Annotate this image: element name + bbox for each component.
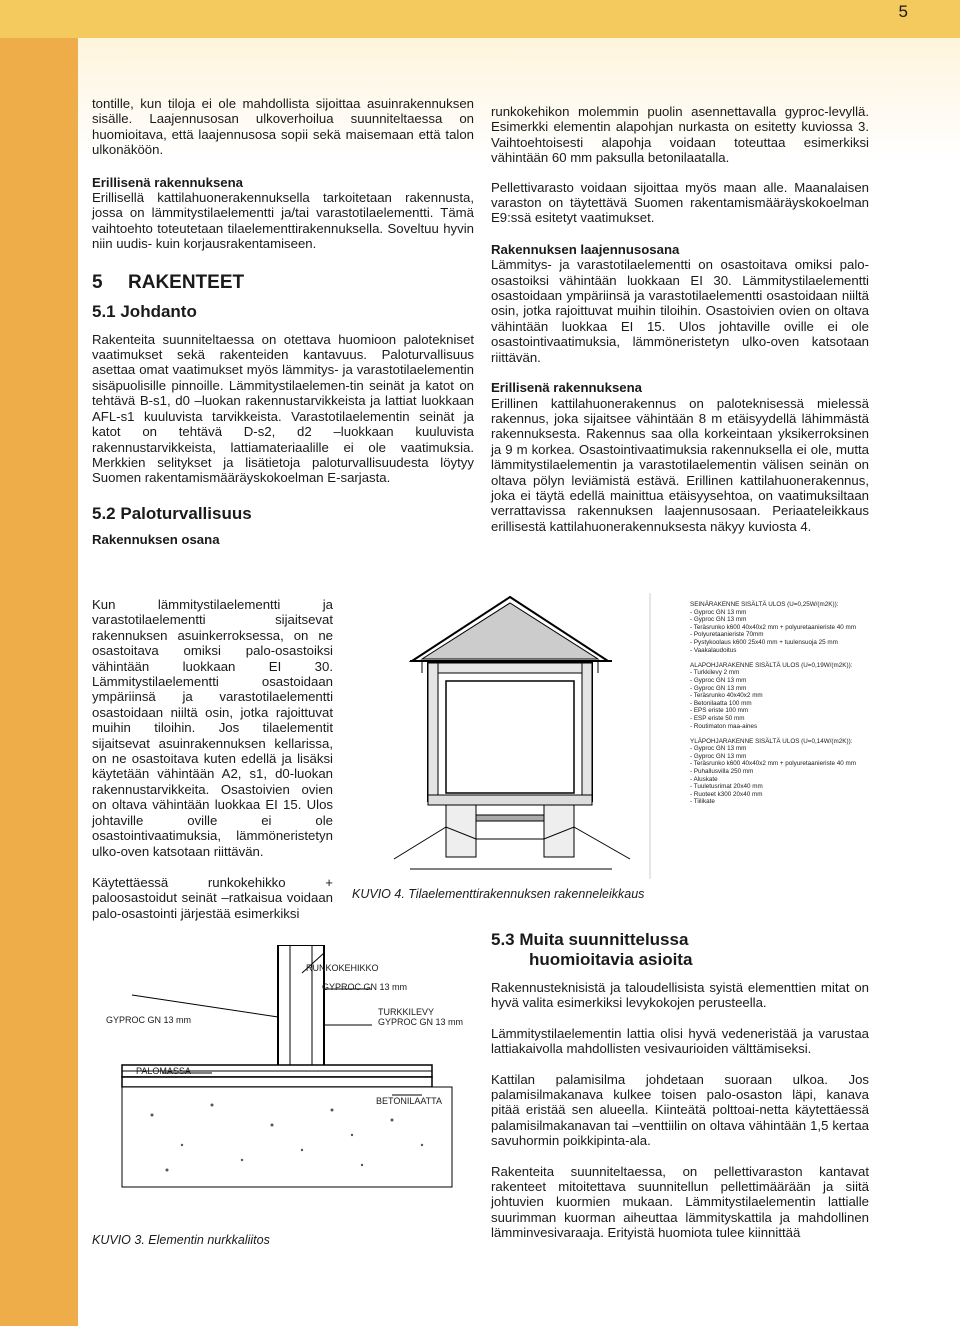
- legend-line: - Gyproc GN 13 mm: [690, 684, 747, 692]
- right-column: [491, 104, 869, 534]
- section-5-3: [491, 930, 869, 1241]
- subsection-heading-5-2: 5.2 Paloturvallisuus: [92, 503, 252, 523]
- legend-line: - Teräsrunko 40x40x2 mm: [690, 692, 763, 700]
- legend-line: - Routimaton maa-aines: [690, 722, 758, 730]
- figure-3: [92, 945, 472, 1225]
- legend-line: [690, 730, 868, 738]
- section-heading-5: [92, 272, 474, 294]
- legend-line: - Gyproc GN 13 mm: [690, 608, 747, 616]
- legend-line: - Aluskate: [690, 775, 718, 783]
- section-number: 5: [92, 271, 103, 293]
- paragraph-5-3-3: Kattilan palamisilma johdetaan suoraan ulkoa. Jos palamisilmakanava kulkee toisen palo-osaston läpi, kanava pitää eristää sen alueella. Kiinteätä polttoai-netta käytettäessä palamisilmakanavan tai –venttiilin on oltava vähintään 1,5 kertaa savuhormin poikkipinta-ala.: [491, 1071, 869, 1149]
- label-betonilaatta: BETONILAATTA: [376, 1096, 443, 1106]
- paragraph-osana: Kun lämmitystilaelementti ja varastotilaelementti sijaitsevat rakennuksen asuinkerroksessa, on ne osastoitava omiksi palo-osastoiksi vähintään luokkaan EI 30. Lämmitystilaelementti osastoidaan ympäriinsä ja varastotilaelementti osastoidaan niiltä osin, jotka rajoittuvat muihin tiloihin. Jos tilaelementit sijaitsevat asuinrakennuksen kellarissa, on ne osastoitava kuten edellä ja lisäksi käytetään vähintään A2, s1, d0-luokan rakennustarvikkeita. Osastoivien ovien on oltava vähintään luokkaa EI 15. Ulos johtaville oville ei ole osastointivaatimuksia, lämmöneristetyn ulko-oven katsotaan riittävän.: [92, 597, 333, 859]
- paragraph-johdanto: Rakenteita suunniteltaessa on otettava huomioon palotekniset vaatimukset sekä rakenteiden kantavuus. Paloturvallisuus asettaa omat vaatimukset myös lämmitys- ja varastotilaelementin sisäpuolisille pinnoille. Lämmitystilaelemen-tin seinät ja katot on tehtävä B-s1, d0 –luokan rakennustarvikkeista ja lattiat luokkaan AFL-s1 kuuluvista tarvikkeista. Varastotilaelementin seinät ja katot on tehtävä D-s2, d2 –luokkaan kuuluvista rakennustarvikkeista, lattiamateriaalille ei ole vaatimuksia. Merkkien selitykset ja lisätietoja paloturvallisuudesta löytyy Suomen rakentamismääräyskokoelman E-sarjasta.: [92, 331, 474, 486]
- label-gyproc-right: GYPROC GN 13 mm: [378, 1017, 464, 1027]
- left-narrow-column: [92, 597, 333, 921]
- subsection-heading-5-3-line2: huomioitavia asioita: [529, 950, 693, 969]
- subsection-heading-5-1: 5.1 Johdanto: [92, 301, 197, 321]
- legend-line: - Gyproc GN 13 mm: [690, 676, 747, 684]
- legend-line: - Ruoteet k300 20x40 mm: [690, 790, 763, 798]
- legend-line: - Vaakalaudoitus: [690, 646, 737, 654]
- label-palomassa: PALOMASSA: [136, 1066, 191, 1076]
- label-turkkilevy: TURKKILEVY: [378, 1007, 435, 1017]
- paragraph-kaytettaessa: Käytettäessä runkokehikko + paloosastoidut seinät –ratkaisua voidaan palo-osastointi järjestää esimerkiksi: [92, 874, 333, 921]
- heading-erillisena: Erillisenä rakennuksena: [92, 174, 243, 190]
- label-gyproc-left: GYPROC GN 13 mm: [106, 1015, 192, 1025]
- legend-line: - Tiilikate: [690, 798, 715, 806]
- left-column: [92, 96, 474, 547]
- top-band: [0, 0, 960, 38]
- label-runkokehikko: RUNKOKEHIKKO: [306, 963, 379, 973]
- paragraph-laajennusosana: Lämmitys- ja varastotilaelementti on osastoitava omiksi palo-osastoiksi vähintään luokkaan EI 30. Lämmitystilaelementti osastoidaan ympäriinsä ja varastotilaelementti osastoidaan niiltä osin, jotka rajoittuvat muihin tiloihin. Osastoivien ovien on oltava vähintään luokkaa EI 15. Ulos johtaville oville ei ole osastointivaatimuksia, lämmöneristetyn ulko-oven katsotaan riittävän.: [491, 257, 869, 365]
- legend-line: YLÄPOHJARAKENNE SISÄLTÄ ULOS (U=0,14W/(m2K)):: [690, 737, 853, 745]
- subsection-heading-5-3-line1: 5.3 Muita suunnittelussa: [491, 930, 689, 949]
- figure-4: [350, 589, 870, 881]
- paragraph-pelletti: Pellettivarasto voidaan sijoittaa myös maan alle. Maanalaisen varaston on täytettävä Suomen rakentamismääräyskokoelman E9:ssä esitetyt vaatimukset.: [491, 179, 869, 226]
- legend-line: - Gyproc GN 13 mm: [690, 745, 747, 753]
- page-number: 5: [898, 2, 908, 21]
- legend-line: - Betonilaatta 100 mm: [690, 699, 752, 707]
- legend-line: - Teräsrunko k600 40x40x2 mm + polyuretaanieriste 40 mm: [690, 623, 856, 631]
- legend-line: - Teräsrunko k600 40x40x2 mm + polyuretaanieriste 40 mm: [690, 760, 856, 768]
- figure-3-drawing: [92, 945, 472, 1225]
- heading-laajennusosana: Rakennuksen laajennusosana: [491, 241, 680, 257]
- paragraph-5-3-2: Lämmitystilaelementin lattia olisi hyvä vedeneristää ja varustaa lattiakaivolla mahdollisten vesivaurioiden välttämiseksi.: [491, 1025, 869, 1057]
- figure-3-caption: KUVIO 3. Elementin nurkkaliitos: [92, 1233, 270, 1247]
- section-title: RAKENTEET: [128, 271, 245, 293]
- heading-rakennuksen-osana: Rakennuksen osana: [92, 531, 220, 547]
- paragraph-5-3-4: Rakenteita suunniteltaessa, on pellettivaraston kantavat rakenteet mitoitettava suunnitellun pellettimäärään ja siitä johtuvien kuormien mukaan. Lämmitystilaelementin lattialle suurimman kuorman aiheuttaa lämmityskattila ja mahdollinen lämminvesivaraaja. Erityistä huomiota tulee kiinnittää: [491, 1163, 869, 1241]
- legend-line: - Tuuletusrimat 20x40 mm: [690, 783, 763, 791]
- legend-line: - Turkkilevy 2 mm: [690, 669, 740, 677]
- paragraph-runkokehikon: runkokehikon molemmin puolin asennettavalla gyproc-levyllä. Esimerkki elementin alapohjan nurkasta on esitetty kuviossa 3. Vaihtoehtoisesti alapohja voidaan toteuttaa esimerkiksi vähintään 60 mm paksulla betonilaatalla.: [491, 104, 869, 166]
- paragraph-erillisena: Erillisellä kattilahuonerakennuksella tarkoitetaan rakennusta, jossa on lämmitystilaelementti ja/tai varastotilaelementti. Tämä vaihtoehto toteutetaan tilaelementtirakennuksella. Soveltuu hyvin niin uudis- kuin korjausrakentamiseen.: [92, 190, 474, 252]
- figure-4-caption: KUVIO 4. Tilaelementtirakennuksen rakenneleikkaus: [352, 887, 645, 901]
- legend-line: - EPS eriste 100 mm: [690, 707, 749, 715]
- legend-line: - Pystykoolaus k600 25x40 mm + tuulensuoja 25 mm: [690, 638, 838, 646]
- legend-line: SEINÄRAKENNE SISÄLTÄ ULOS (U=0,25W/(m2K)):: [690, 601, 839, 608]
- label-gyproc-top: GYPROC GN 13 mm: [322, 982, 408, 992]
- legend-line: - Gyproc GN 13 mm: [690, 616, 747, 624]
- paragraph-5-3-1: Rakennusteknisistä ja taloudellisista syistä elementtien mitat on hyvä valita esimerkiksi levykokojen perusteella.: [491, 980, 869, 1011]
- paragraph-intro: tontille, kun tiloja ei ole mahdollista sijoittaa asuinrakennuksen sisälle. Laajennusosan ulkoverhoilua suunniteltaessa on huomioitava, että laajennusosa sopii sekä maisemaan että talon ulkonäköön.: [92, 96, 474, 158]
- legend-line: - Puhallusvilla 250 mm: [690, 768, 754, 776]
- paragraph-erillinen: Erillinen kattilahuonerakennus on paloteknisessä mielessä rakennus, joka sijaitsee vähintään 8 m etäisyydellä lähimmästä rakennuksesta. Rakennus saa olla korkeintaan yksikerroksinen ja 9 m korkea. Osastointivaatimuksia rakennuksella ei ole, mutta lämmitystilaelementin ja varastotilaelementin välisen seinän on oltava pölyn leviämistä estävä. Erillinen kattilahuonerakennus, joka ei täytä edellä mainittua etäisyysehtoa, on vaatimuksiltaan verrattavissa rakennuksen laajennusosaan. Periaateleikkaus erillisestä kattilahuonerakennuksesta näkyy kuviosta 4.: [491, 395, 869, 534]
- heading-erillinen: Erillisenä rakennuksena: [491, 380, 642, 396]
- legend-line: - Gyproc GN 13 mm: [690, 752, 747, 760]
- legend-line: - ESP eriste 50 mm: [690, 714, 745, 722]
- legend-line: ALAPOHJARAKENNE SISÄLTÄ ULOS (U=0,19W/(m2K)):: [690, 661, 853, 669]
- figure-4-legend: [690, 601, 868, 806]
- legend-line: [690, 654, 868, 662]
- legend-line: - Polyuretaanieriste 70mm: [690, 631, 764, 639]
